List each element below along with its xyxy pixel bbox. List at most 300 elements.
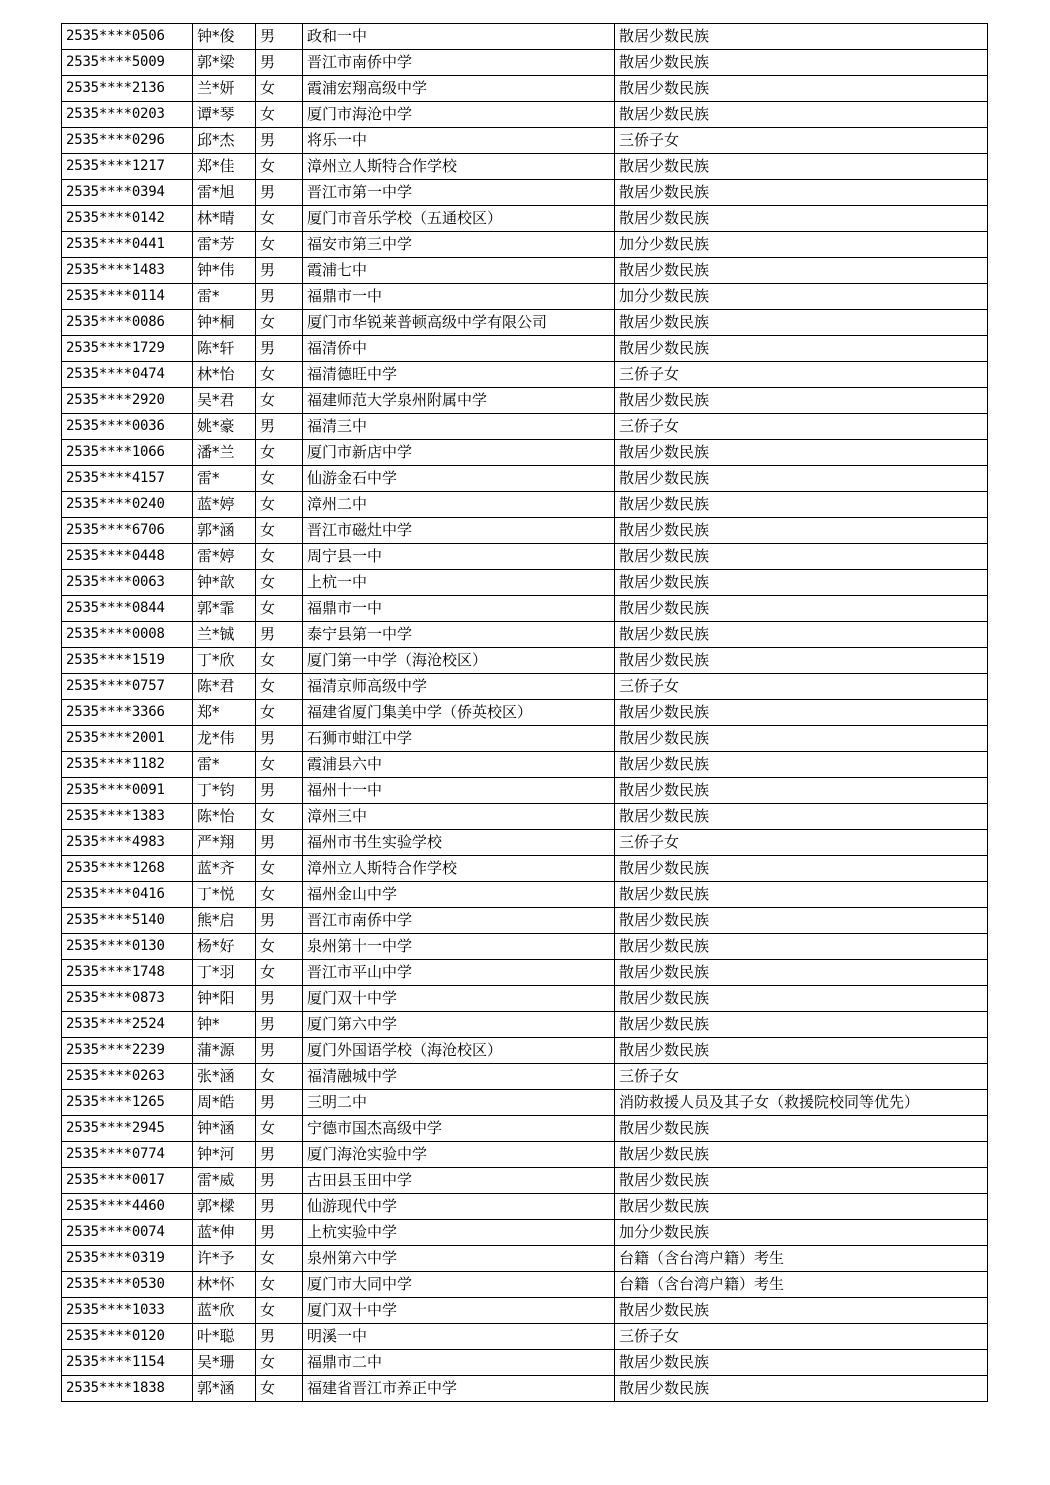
school-cell: 晋江市南侨中学	[303, 908, 615, 934]
category-cell: 三侨子女	[615, 362, 988, 388]
school-cell: 晋江市平山中学	[303, 960, 615, 986]
name-cell: 谭*琴	[193, 102, 256, 128]
gender-cell: 女	[256, 466, 303, 492]
table-row	[62, 258, 988, 284]
school-cell: 漳州三中	[303, 804, 615, 830]
name-cell: 陈*轩	[193, 336, 256, 362]
name-cell: 郭*涵	[193, 1376, 256, 1402]
table-row	[62, 882, 988, 908]
gender-cell: 女	[256, 492, 303, 518]
name-cell: 雷*	[193, 752, 256, 778]
name-cell: 陈*君	[193, 674, 256, 700]
gender-cell: 男	[256, 1090, 303, 1116]
gender-cell: 女	[256, 1116, 303, 1142]
name-cell: 郭*梁	[193, 50, 256, 76]
candidate-id-cell: 2535****1268	[62, 856, 193, 882]
name-cell: 钟*桐	[193, 310, 256, 336]
candidate-id-cell: 2535****0008	[62, 622, 193, 648]
name-cell: 钟*歆	[193, 570, 256, 596]
school-cell: 漳州立人斯特合作学校	[303, 154, 615, 180]
candidate-id-cell: 2535****0474	[62, 362, 193, 388]
category-cell: 散居少数民族	[615, 778, 988, 804]
candidate-id-cell: 2535****0203	[62, 102, 193, 128]
table-row	[62, 1012, 988, 1038]
gender-cell: 女	[256, 310, 303, 336]
candidate-id-cell: 2535****4157	[62, 466, 193, 492]
gender-cell: 女	[256, 960, 303, 986]
candidate-id-cell: 2535****0416	[62, 882, 193, 908]
gender-cell: 女	[256, 518, 303, 544]
name-cell: 丁*欣	[193, 648, 256, 674]
candidate-id-cell: 2535****2920	[62, 388, 193, 414]
gender-cell: 男	[256, 1038, 303, 1064]
name-cell: 邱*杰	[193, 128, 256, 154]
name-cell: 林*怡	[193, 362, 256, 388]
table-row	[62, 960, 988, 986]
category-cell: 加分少数民族	[615, 1220, 988, 1246]
gender-cell: 女	[256, 596, 303, 622]
gender-cell: 女	[256, 154, 303, 180]
school-cell: 厦门第一中学（海沧校区）	[303, 648, 615, 674]
category-cell: 散居少数民族	[615, 518, 988, 544]
category-cell: 散居少数民族	[615, 76, 988, 102]
candidate-id-cell: 2535****0296	[62, 128, 193, 154]
name-cell: 钟*河	[193, 1142, 256, 1168]
school-cell: 宁德市国杰高级中学	[303, 1116, 615, 1142]
gender-cell: 男	[256, 1220, 303, 1246]
name-cell: 雷*	[193, 284, 256, 310]
gender-cell: 男	[256, 986, 303, 1012]
candidate-id-cell: 2535****1519	[62, 648, 193, 674]
category-cell: 散居少数民族	[615, 492, 988, 518]
gender-cell: 男	[256, 1194, 303, 1220]
table-row	[62, 1038, 988, 1064]
gender-cell: 男	[256, 284, 303, 310]
name-cell: 郑*佳	[193, 154, 256, 180]
gender-cell: 女	[256, 76, 303, 102]
candidate-id-cell: 2535****0091	[62, 778, 193, 804]
name-cell: 郑*	[193, 700, 256, 726]
name-cell: 钟*伟	[193, 258, 256, 284]
candidate-id-cell: 2535****0774	[62, 1142, 193, 1168]
candidate-id-cell: 2535****1265	[62, 1090, 193, 1116]
category-cell: 散居少数民族	[615, 1350, 988, 1376]
gender-cell: 男	[256, 180, 303, 206]
school-cell: 福安市第三中学	[303, 232, 615, 258]
school-cell: 霞浦县六中	[303, 752, 615, 778]
name-cell: 陈*怡	[193, 804, 256, 830]
name-cell: 潘*兰	[193, 440, 256, 466]
gender-cell: 男	[256, 726, 303, 752]
school-cell: 厦门市大同中学	[303, 1272, 615, 1298]
school-cell: 福州金山中学	[303, 882, 615, 908]
gender-cell: 女	[256, 1246, 303, 1272]
category-cell: 散居少数民族	[615, 908, 988, 934]
category-cell: 散居少数民族	[615, 726, 988, 752]
category-cell: 散居少数民族	[615, 440, 988, 466]
name-cell: 钟*阳	[193, 986, 256, 1012]
category-cell: 散居少数民族	[615, 388, 988, 414]
school-cell: 泉州第十一中学	[303, 934, 615, 960]
table-row	[62, 102, 988, 128]
table-row	[62, 596, 988, 622]
school-cell: 福鼎市一中	[303, 596, 615, 622]
student-roster-table	[61, 23, 988, 1402]
candidate-id-cell: 2535****1748	[62, 960, 193, 986]
school-cell: 晋江市南侨中学	[303, 50, 615, 76]
category-cell: 加分少数民族	[615, 232, 988, 258]
candidate-id-cell: 2535****2136	[62, 76, 193, 102]
name-cell: 叶*聪	[193, 1324, 256, 1350]
category-cell: 散居少数民族	[615, 258, 988, 284]
candidate-id-cell: 2535****2945	[62, 1116, 193, 1142]
name-cell: 钟*俊	[193, 24, 256, 50]
gender-cell: 女	[256, 1272, 303, 1298]
school-cell: 霞浦七中	[303, 258, 615, 284]
category-cell: 散居少数民族	[615, 648, 988, 674]
school-cell: 福鼎市二中	[303, 1350, 615, 1376]
category-cell: 散居少数民族	[615, 1298, 988, 1324]
gender-cell: 男	[256, 258, 303, 284]
school-cell: 厦门市新店中学	[303, 440, 615, 466]
category-cell: 散居少数民族	[615, 50, 988, 76]
category-cell: 散居少数民族	[615, 934, 988, 960]
candidate-id-cell: 2535****0114	[62, 284, 193, 310]
gender-cell: 女	[256, 648, 303, 674]
gender-cell: 女	[256, 1064, 303, 1090]
roster-sheet	[61, 23, 987, 1402]
category-cell: 散居少数民族	[615, 466, 988, 492]
table-row	[62, 466, 988, 492]
candidate-id-cell: 2535****0319	[62, 1246, 193, 1272]
table-row	[62, 778, 988, 804]
candidate-id-cell: 2535****0506	[62, 24, 193, 50]
table-row	[62, 1064, 988, 1090]
school-cell: 厦门双十中学	[303, 1298, 615, 1324]
table-row	[62, 830, 988, 856]
candidate-id-cell: 2535****0074	[62, 1220, 193, 1246]
category-cell: 散居少数民族	[615, 882, 988, 908]
table-row	[62, 1116, 988, 1142]
category-cell: 消防救援人员及其子女（救援院校同等优先）	[615, 1090, 988, 1116]
category-cell: 散居少数民族	[615, 336, 988, 362]
gender-cell: 男	[256, 128, 303, 154]
name-cell: 丁*钧	[193, 778, 256, 804]
category-cell: 台籍（含台湾户籍）考生	[615, 1272, 988, 1298]
school-cell: 厦门双十中学	[303, 986, 615, 1012]
name-cell: 林*怀	[193, 1272, 256, 1298]
school-cell: 福清三中	[303, 414, 615, 440]
name-cell: 郭*樑	[193, 1194, 256, 1220]
name-cell: 钟*	[193, 1012, 256, 1038]
category-cell: 散居少数民族	[615, 570, 988, 596]
category-cell: 散居少数民族	[615, 180, 988, 206]
school-cell: 石狮市蚶江中学	[303, 726, 615, 752]
table-row	[62, 440, 988, 466]
table-row	[62, 492, 988, 518]
table-row	[62, 986, 988, 1012]
gender-cell: 女	[256, 1376, 303, 1402]
school-cell: 仙游金石中学	[303, 466, 615, 492]
category-cell: 散居少数民族	[615, 622, 988, 648]
table-row	[62, 726, 988, 752]
gender-cell: 男	[256, 830, 303, 856]
table-row	[62, 1142, 988, 1168]
school-cell: 漳州二中	[303, 492, 615, 518]
table-row	[62, 752, 988, 778]
gender-cell: 女	[256, 752, 303, 778]
table-row	[62, 1090, 988, 1116]
school-cell: 福鼎市一中	[303, 284, 615, 310]
candidate-id-cell: 2535****5009	[62, 50, 193, 76]
name-cell: 钟*涵	[193, 1116, 256, 1142]
name-cell: 雷*旭	[193, 180, 256, 206]
school-cell: 上杭一中	[303, 570, 615, 596]
table-row	[62, 1194, 988, 1220]
name-cell: 蓝*伸	[193, 1220, 256, 1246]
gender-cell: 男	[256, 24, 303, 50]
table-row	[62, 180, 988, 206]
name-cell: 周*皓	[193, 1090, 256, 1116]
gender-cell: 男	[256, 908, 303, 934]
candidate-id-cell: 2535****3366	[62, 700, 193, 726]
name-cell: 张*涵	[193, 1064, 256, 1090]
table-row	[62, 570, 988, 596]
table-row	[62, 284, 988, 310]
school-cell: 泰宁县第一中学	[303, 622, 615, 648]
candidate-id-cell: 2535****4983	[62, 830, 193, 856]
category-cell: 三侨子女	[615, 1064, 988, 1090]
table-row	[62, 1324, 988, 1350]
gender-cell: 女	[256, 570, 303, 596]
gender-cell: 女	[256, 362, 303, 388]
table-row	[62, 50, 988, 76]
school-cell: 泉州第六中学	[303, 1246, 615, 1272]
table-row	[62, 24, 988, 50]
candidate-id-cell: 2535****0844	[62, 596, 193, 622]
roster-body	[62, 24, 988, 1402]
candidate-id-cell: 2535****1483	[62, 258, 193, 284]
name-cell: 姚*豪	[193, 414, 256, 440]
table-row	[62, 414, 988, 440]
candidate-id-cell: 2535****0240	[62, 492, 193, 518]
table-row	[62, 1168, 988, 1194]
candidate-id-cell: 2535****0873	[62, 986, 193, 1012]
school-cell: 福清融城中学	[303, 1064, 615, 1090]
candidate-id-cell: 2535****0441	[62, 232, 193, 258]
candidate-id-cell: 2535****2239	[62, 1038, 193, 1064]
table-row	[62, 1350, 988, 1376]
table-row	[62, 648, 988, 674]
name-cell: 龙*伟	[193, 726, 256, 752]
name-cell: 雷*婷	[193, 544, 256, 570]
school-cell: 将乐一中	[303, 128, 615, 154]
category-cell: 散居少数民族	[615, 752, 988, 778]
candidate-id-cell: 2535****1729	[62, 336, 193, 362]
gender-cell: 女	[256, 440, 303, 466]
name-cell: 林*晴	[193, 206, 256, 232]
table-row	[62, 1220, 988, 1246]
school-cell: 古田县玉田中学	[303, 1168, 615, 1194]
candidate-id-cell: 2535****0142	[62, 206, 193, 232]
category-cell: 散居少数民族	[615, 856, 988, 882]
category-cell: 散居少数民族	[615, 24, 988, 50]
category-cell: 台籍（含台湾户籍）考生	[615, 1246, 988, 1272]
gender-cell: 女	[256, 882, 303, 908]
table-row	[62, 1272, 988, 1298]
table-row	[62, 336, 988, 362]
school-cell: 厦门市海沧中学	[303, 102, 615, 128]
table-row	[62, 908, 988, 934]
category-cell: 三侨子女	[615, 414, 988, 440]
candidate-id-cell: 2535****1182	[62, 752, 193, 778]
name-cell: 蓝*婷	[193, 492, 256, 518]
gender-cell: 男	[256, 1142, 303, 1168]
category-cell: 三侨子女	[615, 830, 988, 856]
gender-cell: 女	[256, 674, 303, 700]
candidate-id-cell: 2535****1383	[62, 804, 193, 830]
table-row	[62, 1298, 988, 1324]
school-cell: 福清德旺中学	[303, 362, 615, 388]
candidate-id-cell: 2535****0086	[62, 310, 193, 336]
table-row	[62, 76, 988, 102]
category-cell: 散居少数民族	[615, 804, 988, 830]
category-cell: 散居少数民族	[615, 206, 988, 232]
candidate-id-cell: 2535****2524	[62, 1012, 193, 1038]
gender-cell: 男	[256, 1012, 303, 1038]
candidate-id-cell: 2535****0757	[62, 674, 193, 700]
school-cell: 福建省厦门集美中学（侨英校区）	[303, 700, 615, 726]
name-cell: 严*翔	[193, 830, 256, 856]
category-cell: 三侨子女	[615, 128, 988, 154]
candidate-id-cell: 2535****1033	[62, 1298, 193, 1324]
candidate-id-cell: 2535****1154	[62, 1350, 193, 1376]
gender-cell: 女	[256, 934, 303, 960]
table-row	[62, 674, 988, 700]
category-cell: 散居少数民族	[615, 1038, 988, 1064]
category-cell: 散居少数民族	[615, 154, 988, 180]
school-cell: 福清京师高级中学	[303, 674, 615, 700]
name-cell: 丁*悦	[193, 882, 256, 908]
gender-cell: 男	[256, 336, 303, 362]
school-cell: 福州十一中	[303, 778, 615, 804]
school-cell: 福建师范大学泉州附属中学	[303, 388, 615, 414]
name-cell: 雷*威	[193, 1168, 256, 1194]
school-cell: 明溪一中	[303, 1324, 615, 1350]
school-cell: 仙游现代中学	[303, 1194, 615, 1220]
table-row	[62, 154, 988, 180]
candidate-id-cell: 2535****0448	[62, 544, 193, 570]
table-row	[62, 622, 988, 648]
gender-cell: 女	[256, 232, 303, 258]
table-row	[62, 1376, 988, 1402]
candidate-id-cell: 2535****1217	[62, 154, 193, 180]
category-cell: 散居少数民族	[615, 102, 988, 128]
school-cell: 晋江市第一中学	[303, 180, 615, 206]
school-cell: 晋江市磁灶中学	[303, 518, 615, 544]
category-cell: 散居少数民族	[615, 700, 988, 726]
category-cell: 散居少数民族	[615, 310, 988, 336]
school-cell: 福州市书生实验学校	[303, 830, 615, 856]
name-cell: 吴*珊	[193, 1350, 256, 1376]
school-cell: 上杭实验中学	[303, 1220, 615, 1246]
category-cell: 散居少数民族	[615, 1376, 988, 1402]
school-cell: 周宁县一中	[303, 544, 615, 570]
school-cell: 厦门市华锐莱普顿高级中学有限公司	[303, 310, 615, 336]
table-row	[62, 700, 988, 726]
gender-cell: 男	[256, 414, 303, 440]
table-row	[62, 206, 988, 232]
table-row	[62, 362, 988, 388]
name-cell: 蓝*欣	[193, 1298, 256, 1324]
category-cell: 散居少数民族	[615, 1168, 988, 1194]
gender-cell: 女	[256, 1350, 303, 1376]
category-cell: 散居少数民族	[615, 986, 988, 1012]
candidate-id-cell: 2535****6706	[62, 518, 193, 544]
table-row	[62, 518, 988, 544]
table-row	[62, 1246, 988, 1272]
gender-cell: 男	[256, 1168, 303, 1194]
category-cell: 散居少数民族	[615, 1012, 988, 1038]
gender-cell: 女	[256, 804, 303, 830]
school-cell: 厦门第六中学	[303, 1012, 615, 1038]
school-cell: 厦门海沧实验中学	[303, 1142, 615, 1168]
category-cell: 散居少数民族	[615, 1194, 988, 1220]
name-cell: 许*予	[193, 1246, 256, 1272]
gender-cell: 女	[256, 856, 303, 882]
table-row	[62, 128, 988, 154]
gender-cell: 男	[256, 778, 303, 804]
candidate-id-cell: 2535****0017	[62, 1168, 193, 1194]
candidate-id-cell: 2535****0530	[62, 1272, 193, 1298]
candidate-id-cell: 2535****0120	[62, 1324, 193, 1350]
category-cell: 三侨子女	[615, 1324, 988, 1350]
candidate-id-cell: 2535****4460	[62, 1194, 193, 1220]
name-cell: 郭*霏	[193, 596, 256, 622]
candidate-id-cell: 2535****1066	[62, 440, 193, 466]
gender-cell: 男	[256, 622, 303, 648]
name-cell: 蓝*齐	[193, 856, 256, 882]
gender-cell: 男	[256, 50, 303, 76]
candidate-id-cell: 2535****0063	[62, 570, 193, 596]
candidate-id-cell: 2535****0263	[62, 1064, 193, 1090]
name-cell: 郭*涵	[193, 518, 256, 544]
gender-cell: 女	[256, 1298, 303, 1324]
name-cell: 兰*铖	[193, 622, 256, 648]
school-cell: 漳州立人斯特合作学校	[303, 856, 615, 882]
school-cell: 厦门市音乐学校（五通校区）	[303, 206, 615, 232]
table-row	[62, 388, 988, 414]
gender-cell: 女	[256, 102, 303, 128]
gender-cell: 女	[256, 700, 303, 726]
category-cell: 散居少数民族	[615, 544, 988, 570]
category-cell: 三侨子女	[615, 674, 988, 700]
name-cell: 兰*妍	[193, 76, 256, 102]
name-cell: 雷*	[193, 466, 256, 492]
school-cell: 福建省晋江市养正中学	[303, 1376, 615, 1402]
name-cell: 蒲*源	[193, 1038, 256, 1064]
school-cell: 霞浦宏翔高级中学	[303, 76, 615, 102]
gender-cell: 男	[256, 1324, 303, 1350]
name-cell: 杨*好	[193, 934, 256, 960]
school-cell: 厦门外国语学校（海沧校区）	[303, 1038, 615, 1064]
gender-cell: 女	[256, 388, 303, 414]
candidate-id-cell: 2535****0130	[62, 934, 193, 960]
school-cell: 福清侨中	[303, 336, 615, 362]
school-cell: 政和一中	[303, 24, 615, 50]
table-row	[62, 544, 988, 570]
gender-cell: 女	[256, 544, 303, 570]
